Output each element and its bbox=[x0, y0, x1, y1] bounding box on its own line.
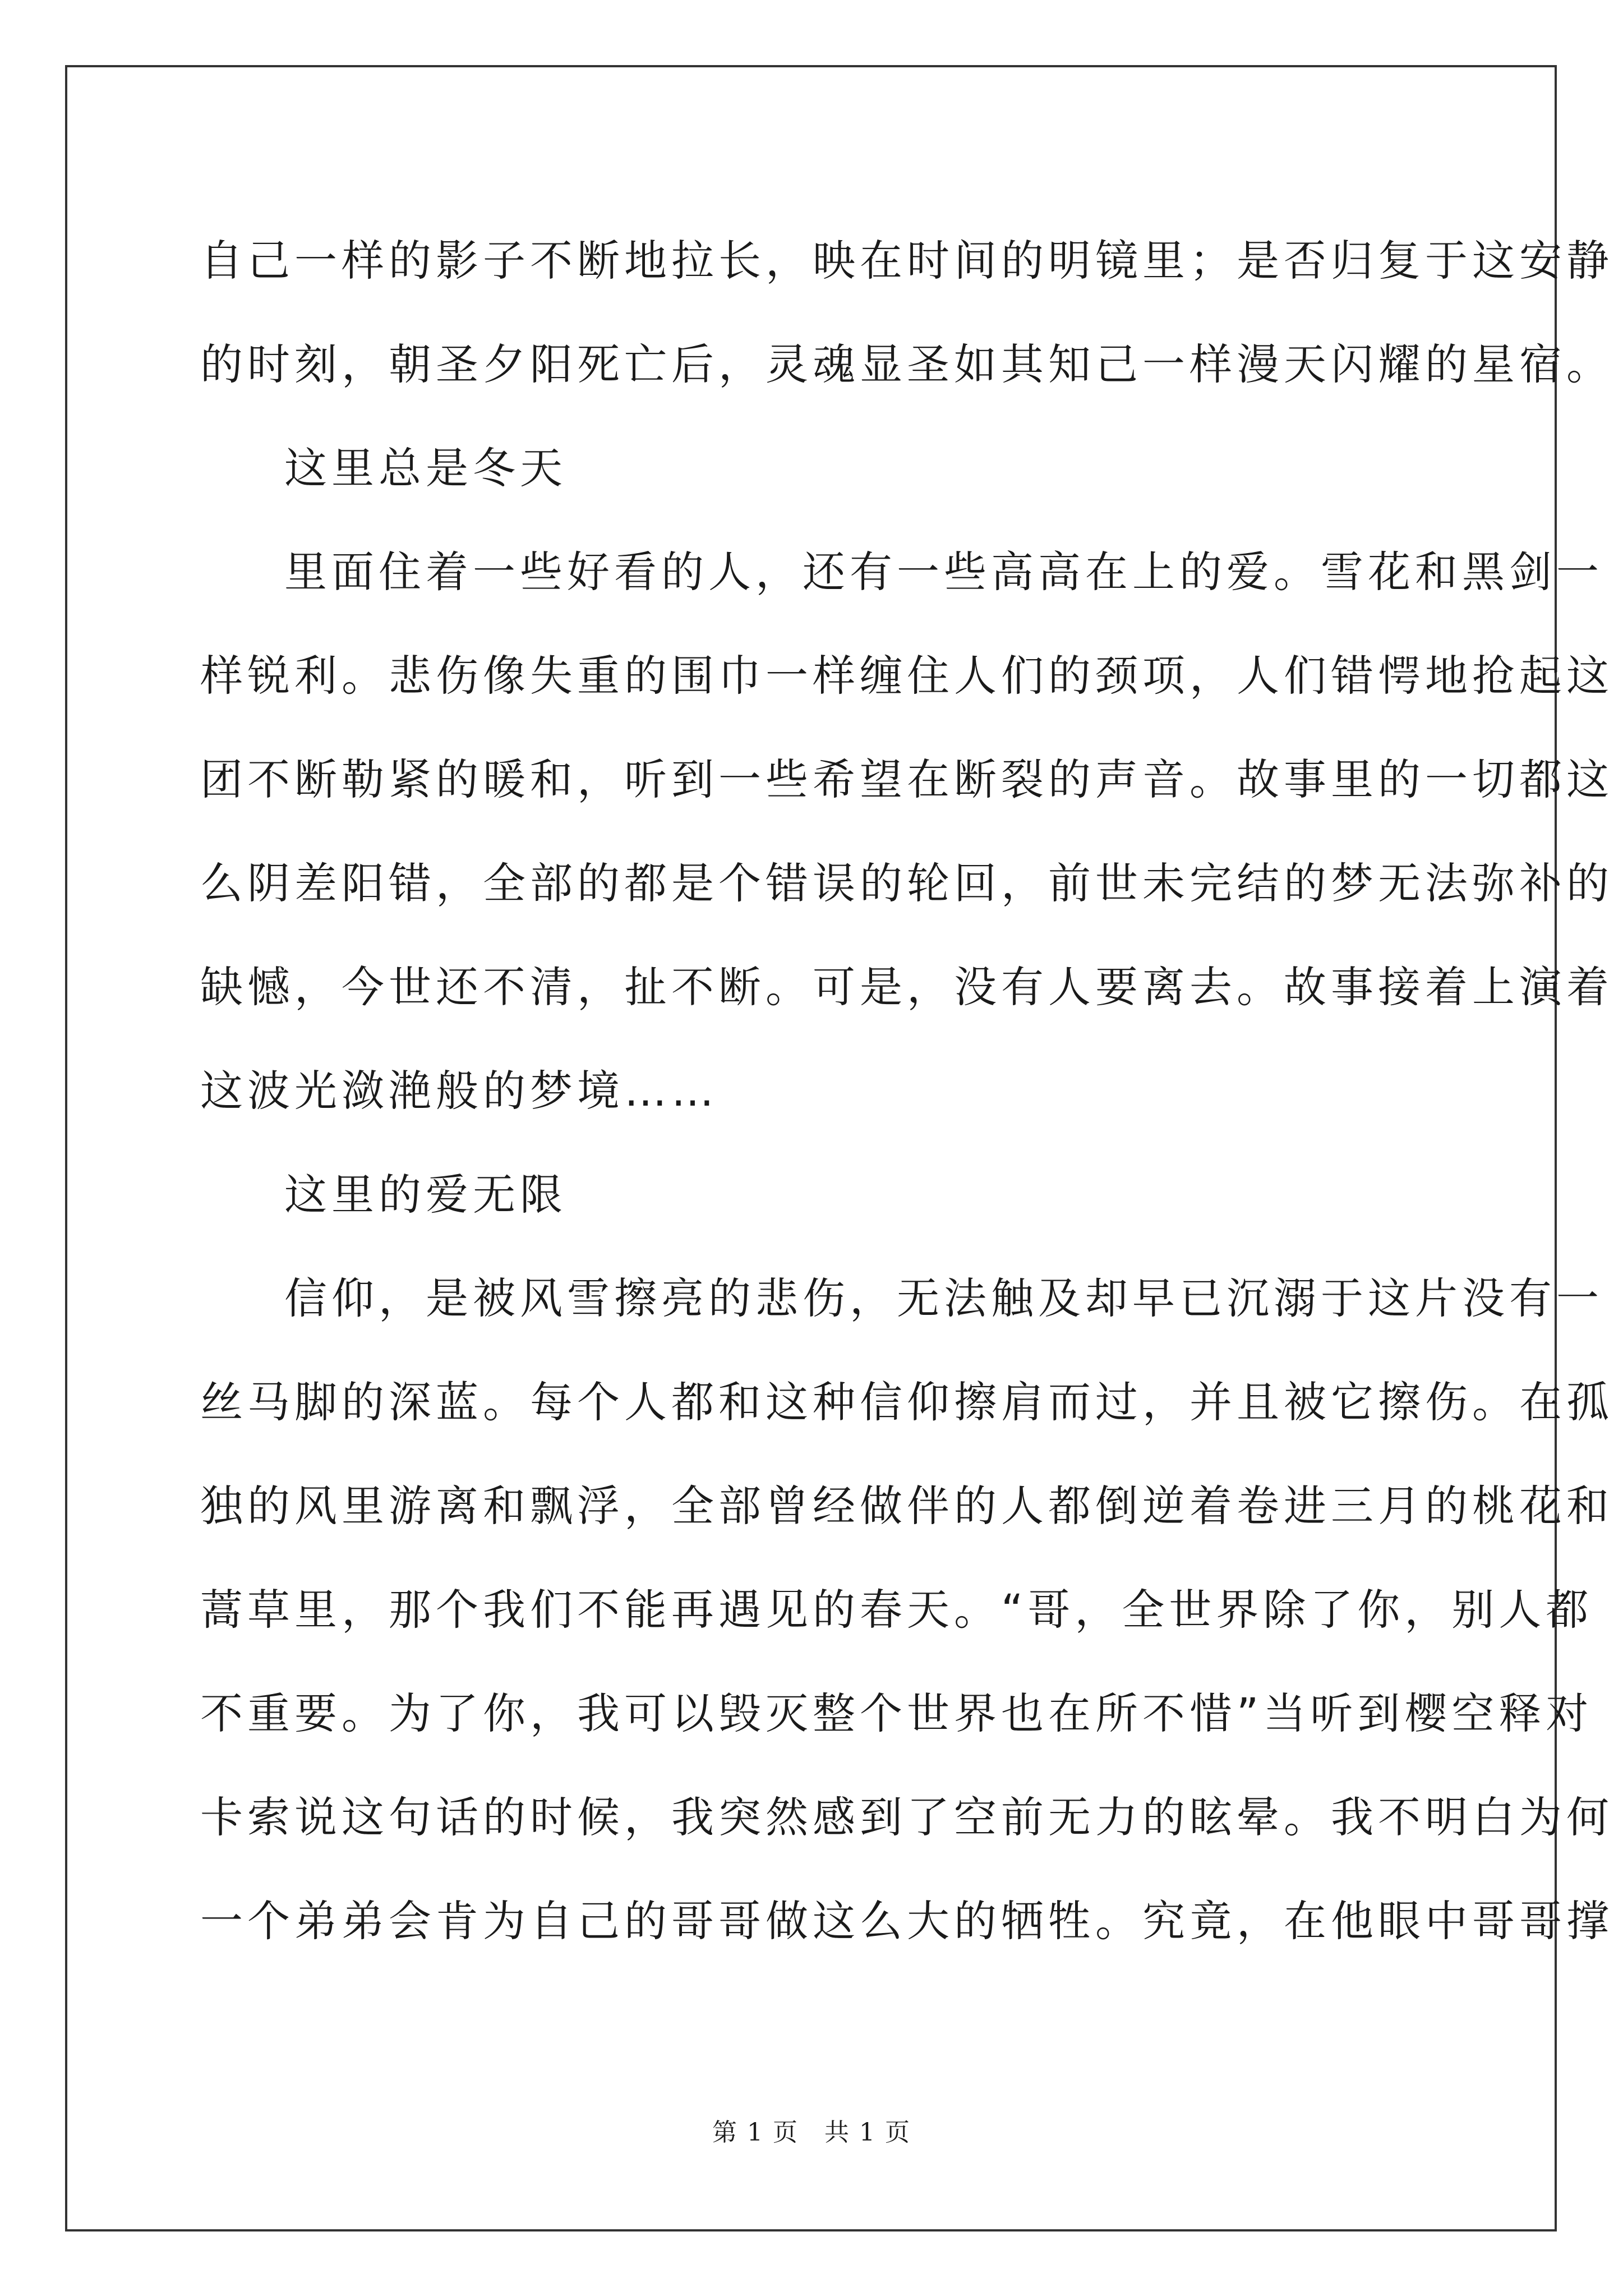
text-line: 这波光潋滟般的梦境…… bbox=[200, 1066, 718, 1116]
heading-line: 这里总是冬天 bbox=[284, 443, 567, 493]
paragraph bbox=[200, 520, 1613, 1143]
heading-line: 这里的爱无限 bbox=[284, 1170, 567, 1220]
section-heading bbox=[200, 416, 1434, 520]
page-number-footer: 第 1 页 共 1 页 bbox=[712, 2118, 911, 2147]
text-line: 里面住着一些好看的人，还有一些高高在上的爱。雪花和黑剑一 bbox=[284, 547, 1603, 597]
text-line: 样锐利。悲伤像失重的围巾一样缠住人们的颈项，人们错愕地抢起这 bbox=[200, 651, 1613, 701]
section-heading bbox=[200, 1143, 1434, 1246]
text-line: 不重要。为了你，我可以毁灭整个世界也在所不惜”当听到樱空释对 bbox=[200, 1688, 1593, 1738]
text-line: 团不断勒紧的暖和，听到一些希望在断裂的声音。故事里的一切都这 bbox=[200, 754, 1613, 804]
text-line: 信仰，是被风雪擦亮的悲伤，无法触及却早已沉溺于这片没有一 bbox=[284, 1273, 1603, 1323]
text-line: 蒿草里，那个我们不能再遇见的春天。“哥，全世界除了你，别人都 bbox=[200, 1585, 1593, 1635]
text-line: 自己一样的影子不断地拉长，映在时间的明镜里；是否归复于这安静 bbox=[200, 236, 1613, 286]
text-line: 独的风里游离和飘浮，全部曾经做伴的人都倒逆着卷进三月的桃花和 bbox=[200, 1481, 1613, 1531]
text-line: 卡索说这句话的时候，我突然感到了空前无力的眩晕。我不明白为何 bbox=[200, 1792, 1613, 1842]
text-line: 的时刻，朝圣夕阳死亡后，灵魂显圣如其知己一样漫天闪耀的星宿。 bbox=[200, 339, 1613, 389]
text-line: 么阴差阳错，全部的都是个错误的轮回，前世未完结的梦无法弥补的 bbox=[200, 858, 1613, 908]
text-line: 丝马脚的深蓝。每个人都和这种信仰擦肩而过，并且被它擦伤。在孤 bbox=[200, 1377, 1613, 1427]
paragraph bbox=[200, 1246, 1613, 1973]
paragraph bbox=[200, 209, 1613, 416]
document-body bbox=[200, 209, 1613, 1973]
text-line: 缺憾，今世还不清，扯不断。可是，没有人要离去。故事接着上演着 bbox=[200, 962, 1613, 1012]
text-line: 一个弟弟会肯为自己的哥哥做这么大的牺牲。究竟，在他眼中哥哥撑 bbox=[200, 1896, 1613, 1946]
